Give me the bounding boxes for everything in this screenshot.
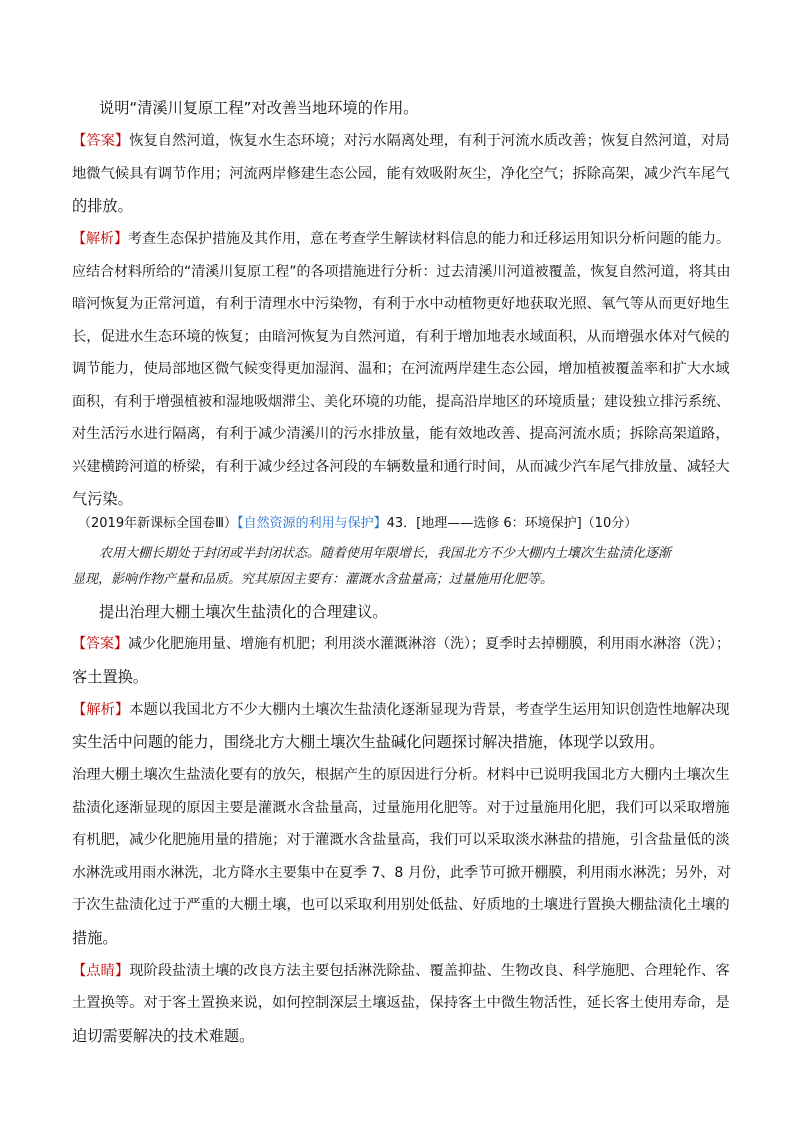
- q2-point-line-3: 迫切需要解决的技术难题。: [72, 1027, 255, 1045]
- q2-answer-line-1: 【答案】减少化肥施用量、增施有机肥；利用淡水灌溉淋溶（洗）；夏季时去掉棚膜，利用雨水淋溶（洗）；: [72, 636, 730, 652]
- q2-analysis-line-8: 措施。: [72, 929, 118, 947]
- answer-tag: 【答案】: [72, 133, 130, 149]
- q1-analysis-line-9: 气污染。: [72, 490, 133, 508]
- q2-number-title: 43．[地理——选修 6：环境保护]（10分）: [386, 516, 638, 531]
- q2-prompt: 提出治理大棚土壤次生盐渍化的合理建议。: [99, 603, 388, 621]
- q2-topic: 【自然资源的利用与保护】: [237, 516, 387, 531]
- q2-material-line-1: 农用大棚长期处于封闭或半封闭状态。随着使用年限增长，我国北方不少大棚内土壤次生盐渍化逐渐: [99, 546, 672, 561]
- q1-analysis-line-1: 【解析】考查生态保护措施及其作用，意在考查学生解读材料信息的能力和迁移运用知识分析问题的能力。: [72, 231, 730, 247]
- answer-tag: 【答案】: [72, 636, 128, 652]
- q2-answer-line-2: 客土置换。: [72, 668, 148, 686]
- q2-analysis-line-2: 实生活中问题的能力，围绕北方大棚土壤次生盐碱化问题探讨解决措施，体现学以致用。: [72, 733, 665, 751]
- q2-point-line-1: 【点睛】现阶段盐渍土壤的改良方法主要包括淋洗除盐、覆盖抑盐、生物改良、科学施肥、合理轮作、客: [72, 963, 730, 979]
- analysis-tag: 【解析】: [72, 231, 128, 247]
- point-tag: 【点睛】: [72, 963, 130, 979]
- q1-answer-line-2: 地微气候具有调节作用；河流两岸修建生态公园，能有效吸附灰尘，净化空气；拆除高架，减少汽车尾气: [72, 166, 730, 182]
- q1-answer-line-3: 的排放。: [72, 197, 133, 215]
- q1-prompt: 说明“清溪川复原工程”对改善当地环境的作用。: [99, 99, 419, 117]
- q1-analysis-line-4: 长，促进水生态环境的恢复；由暗河恢复为自然河道，有利于增加地表水域面积，从而增强水体对气候的: [72, 329, 730, 345]
- q2-analysis-line-3: 治理大棚土壤次生盐渍化要有的放矢，根据产生的原因进行分析。材料中已说明我国北方大棚内土壤次生: [72, 767, 730, 783]
- q2-analysis-line-6: 水淋洗或用雨水淋洗，北方降水主要集中在夏季 7、8 月份，此季节可掀开棚膜，利用雨水淋洗；另外，对: [72, 865, 731, 881]
- q2-source: （2019年新课标全国卷Ⅲ）: [78, 516, 238, 531]
- q1-analysis-line-6: 面积，有利于增强植被和湿地吸烟滞尘、美化环境的功能，提高沿岸地区的环境质量；建设独立排污系统、: [72, 394, 730, 410]
- q2-header: [78, 514, 637, 534]
- q2-analysis-line-5: 有机肥，减少化肥施用量的措施；对于灌溉水含盐量高，我们可以采取淡水淋盐的措施，引含盐量低的淡: [72, 832, 730, 848]
- analysis-tag: 【解析】: [72, 702, 130, 718]
- q1-analysis-line-2: 应结合材料所给的“清溪川复原工程”的各项措施进行分析：过去清溪川河道被覆盖，恢复自然河道，将其由: [72, 264, 731, 280]
- q1-analysis-line-3: 暗河恢复为正常河道，有利于清理水中污染物，有利于水中动植物更好地获取光照、氧气等从而更好地生: [72, 296, 730, 312]
- q2-analysis-line-7: 于次生盐渍化过于严重的大棚土壤，也可以采取利用别处低盐、好质地的土壤进行置换大棚盐渍化土壤的: [72, 897, 730, 913]
- q1-answer-line-1: 【答案】恢复自然河道，恢复水生态环境；对污水隔离处理，有利于河流水质改善；恢复自然河道，对局: [72, 133, 730, 149]
- q1-analysis-line-7: 对生活污水进行隔离，有利于减少清溪川的污水排放量，能有效地改善、提高河流水质；拆除高架道路，: [72, 426, 730, 442]
- q2-material-line-2: 显现，影响作物产量和品质。究其原因主要有：灌溉水含盐量高；过量施用化肥等。: [72, 572, 554, 587]
- q2-analysis-line-4: 盐渍化逐渐显现的原因主要是灌溉水含盐量高，过量施用化肥等。对于过量施用化肥，我们可以采取增施: [72, 800, 730, 816]
- q2-point-line-2: 土置换等。对于客土置换来说，如何控制深层土壤返盐，保持客土中微生物活性，延长客土使用寿命，是: [72, 995, 730, 1011]
- q1-analysis-line-5: 调节能力，使局部地区微气候变得更加湿润、温和；在河流两岸建生态公园，增加植被覆盖率和扩大水域: [72, 361, 730, 377]
- q1-analysis-line-8: 兴建横跨河道的桥梁，有利于减少经过各河段的车辆数量和通行时间，从而减少汽车尾气排放量、减轻大: [72, 459, 730, 475]
- q2-analysis-line-1: 【解析】本题以我国北方不少大棚内土壤次生盐渍化逐渐显现为背景，考查学生运用知识创造性地解决现: [72, 702, 730, 718]
